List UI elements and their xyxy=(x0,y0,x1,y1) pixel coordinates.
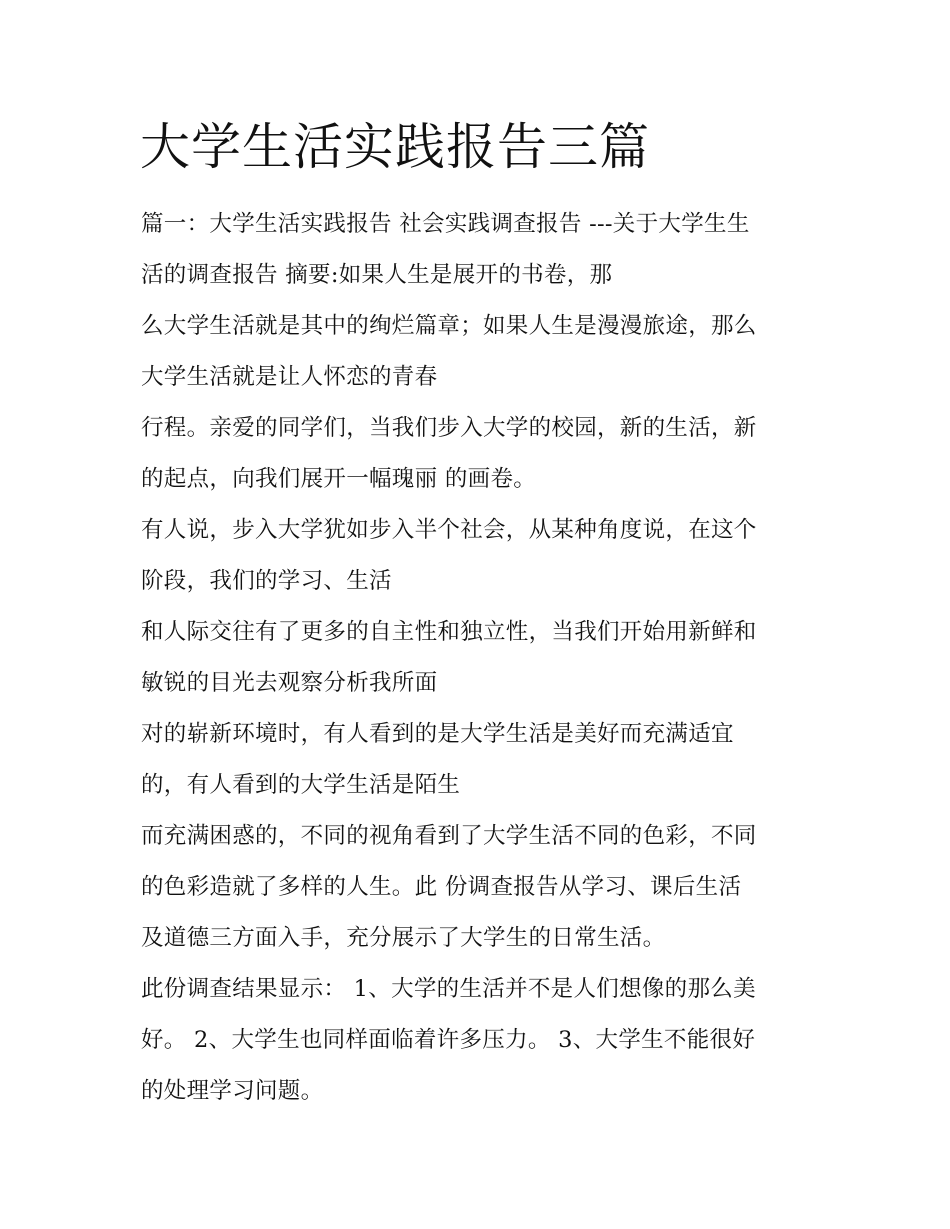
text-line: 敏锐的目光去观察分析我所面 xyxy=(141,670,438,696)
text-line: 而充满困惑的，不同的视角看到了大学生活不同的色彩，不同 xyxy=(141,823,757,849)
text-line: 阶段，我们的学习、生活 xyxy=(141,568,392,594)
text-line: 的处理学习问题。 xyxy=(141,1078,324,1104)
text-line: 的，有人看到的大学生活是陌生 xyxy=(141,772,461,798)
text-line: 行程。亲爱的同学们，当我们步入大学的校园，新的生活，新 xyxy=(141,415,757,441)
text-line: 大学生活就是让人怀恋的青春 xyxy=(141,364,438,390)
document-body xyxy=(141,199,821,1117)
text-line: 有人说，步入大学犹如步入半个社会，从某种角度说，在这个 xyxy=(141,517,757,543)
document-title: 大学生活实践报告三篇 xyxy=(140,118,650,176)
text-line: 活的调查报告 摘要:如果人生是展开的书卷，那 xyxy=(141,262,613,288)
text-line: 和人际交往有了更多的自主性和独立性，当我们开始用新鲜和 xyxy=(141,619,757,645)
text-line: 对的崭新环境时，有人看到的是大学生活是美好而充满适宜 xyxy=(141,721,734,747)
text-line: 的色彩造就了多样的人生。此 份调查报告从学习、课后生活 xyxy=(141,874,742,900)
text-line: 此份调查结果显示： 1、大学的生活并不是人们想像的那么美 xyxy=(141,976,756,1002)
text-line: 好。 2、大学生也同样面临着许多压力。 3、大学生不能很好 xyxy=(141,1027,756,1053)
text-line: 及道德三方面入手，充分展示了大学生的日常生活。 xyxy=(141,925,666,951)
text-line: 么大学生活就是其中的绚烂篇章；如果人生是漫漫旅途，那么 xyxy=(141,313,757,339)
text-line: 篇一：大学生活实践报告 社会实践调查报告 ---关于大学生生 xyxy=(141,211,750,237)
text-line: 的起点，向我们展开一幅瑰丽 的画卷。 xyxy=(141,466,537,492)
